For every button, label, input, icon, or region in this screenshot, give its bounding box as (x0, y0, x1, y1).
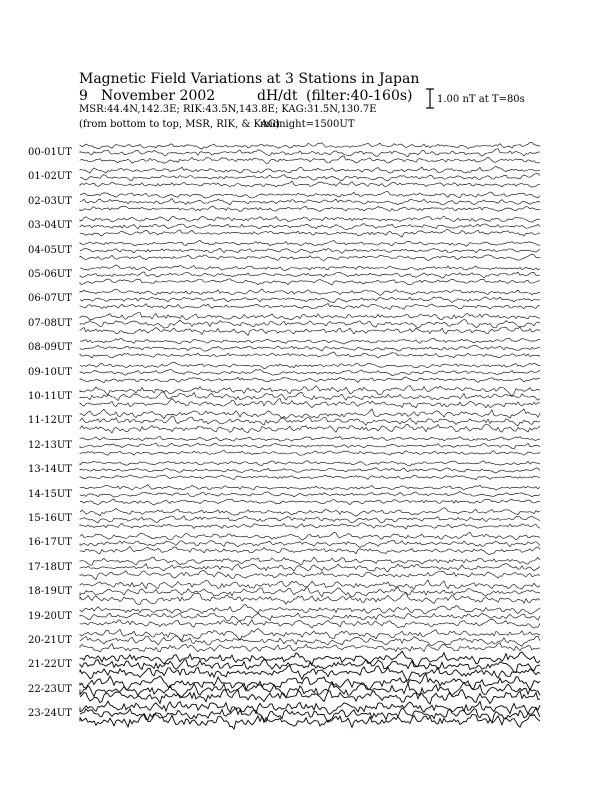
hour-label: 17-18UT (28, 561, 72, 573)
trace-rik-line (80, 199, 540, 205)
hour-label: 02-03UT (28, 195, 72, 207)
hour-label: 21-22UT (28, 659, 72, 671)
trace-kag-line (80, 265, 540, 271)
trace-rik-line (80, 443, 540, 449)
hour-label: 18-19UT (28, 586, 72, 598)
scale-bar-icon (426, 89, 434, 108)
trace-kag-line (80, 508, 540, 516)
trace-msr-line (80, 690, 540, 705)
trace-msr-line (80, 229, 540, 237)
trace-rik-line (80, 492, 540, 498)
trace-rik-line (80, 468, 540, 473)
trace-kag-line (80, 605, 540, 614)
trace-kag-line (80, 629, 540, 641)
trace-kag-line (80, 461, 540, 466)
trace-rik-line (80, 587, 540, 597)
trace-msr-line (80, 156, 540, 163)
hour-label: 13-14UT (28, 464, 72, 476)
hour-label: 10-11UT (28, 391, 72, 402)
trace-rik-line (80, 319, 540, 328)
trace-rik-line (80, 636, 540, 647)
station-order-note: (from bottom to top, MSR, RIK, & KAG) (79, 119, 280, 130)
filter-label: (filter:40-160s) (306, 88, 413, 104)
hour-label: 08-09UT (28, 342, 72, 354)
hour-label: 19-20UT (28, 610, 72, 622)
trace-msr-line (80, 352, 540, 358)
hour-label: 15-16UT (28, 513, 72, 524)
trace-rik-line (80, 708, 540, 723)
hour-label: 11-12UT (28, 415, 72, 427)
trace-rik-line (80, 149, 540, 157)
trace-kag-line (80, 191, 540, 198)
trace-msr-line (80, 666, 540, 681)
trace-rik-line (80, 392, 540, 401)
trace-msr-line (80, 523, 540, 529)
trace-msr-line (80, 424, 540, 433)
date-day: 9 (79, 88, 88, 104)
trace-kag-line (80, 485, 540, 490)
trace-msr-line (80, 450, 540, 455)
trace-kag-line (80, 142, 540, 149)
trace-msr-line (80, 206, 540, 211)
trace-kag-line (80, 532, 540, 540)
hour-label: 22-23UT (28, 683, 72, 695)
trace-msr-line (80, 398, 540, 408)
trace-rik-line (80, 540, 540, 547)
hour-label: 03-04UT (28, 220, 72, 232)
trace-msr-line (80, 181, 540, 187)
hour-label: 06-07UT (28, 293, 72, 305)
station-coordinates: MSR:44.4N,142.3E; RIK:43.5N,143.8E; KAG:31.5N,130.7E (79, 104, 377, 115)
trace-rik-line (80, 224, 540, 230)
trace-kag-line (80, 386, 540, 396)
trace-msr-line (80, 475, 540, 480)
trace-kag-line (80, 362, 540, 368)
hour-label: 01-02UT (28, 171, 72, 183)
trace-msr-line (80, 377, 540, 383)
trace-msr-line (80, 643, 540, 652)
hour-label: 05-06UT (28, 269, 72, 280)
trace-rik-line (80, 272, 540, 278)
trace-kag-line (80, 241, 540, 247)
trace-kag-line (80, 580, 540, 590)
hour-label: 20-21UT (28, 635, 72, 646)
trace-msr-line (80, 546, 540, 554)
trace-rik-line (80, 613, 540, 621)
hour-label: 12-13UT (28, 439, 72, 451)
trace-kag-line (80, 313, 540, 320)
quantity-label: dH/dt (257, 88, 298, 104)
trace-kag-line (80, 166, 540, 173)
trace-rik-line (80, 297, 540, 303)
trace-kag-line (80, 436, 540, 441)
hour-label: 09-10UT (28, 366, 72, 378)
trace-rik-line (80, 345, 540, 351)
hour-label: 07-08UT (28, 317, 72, 329)
trace-kag-line (80, 651, 540, 666)
trace-msr-line (80, 593, 540, 605)
trace-msr-line (80, 279, 540, 285)
chart-title: Magnetic Field Variations at 3 Stations in Japan (79, 71, 420, 87)
date-month-year: November 2002 (101, 88, 216, 104)
trace-kag-line (80, 409, 540, 419)
trace-msr-line (80, 303, 540, 309)
trace-msr-line (80, 619, 540, 628)
hour-label: 16-17UT (28, 537, 72, 549)
trace-msr-line (80, 327, 540, 335)
trace-kag-line (80, 338, 540, 344)
hour-label: 04-05UT (28, 244, 72, 256)
hour-label: 00-01UT (28, 147, 72, 158)
trace-kag-line (80, 216, 540, 222)
midnight-note: midnight=1500UT (260, 119, 355, 130)
trace-msr-line (80, 571, 540, 580)
trace-msr-line (80, 499, 540, 505)
trace-rik-line (80, 370, 540, 376)
trace-kag-line (80, 289, 540, 296)
trace-rik-line (80, 174, 540, 182)
trace-kag-line (80, 557, 540, 565)
hour-label: 23-24UT (28, 708, 72, 720)
scale-bar-label: 1.00 nT at T=80s (437, 94, 525, 105)
trace-msr-line (80, 713, 540, 729)
trace-msr-line (80, 255, 540, 261)
trace-rik-line (80, 248, 540, 253)
trace-rik-line (80, 516, 540, 523)
trace-rik-line (80, 416, 540, 426)
trace-rik-line (80, 564, 540, 572)
hour-label: 14-15UT (28, 488, 72, 500)
